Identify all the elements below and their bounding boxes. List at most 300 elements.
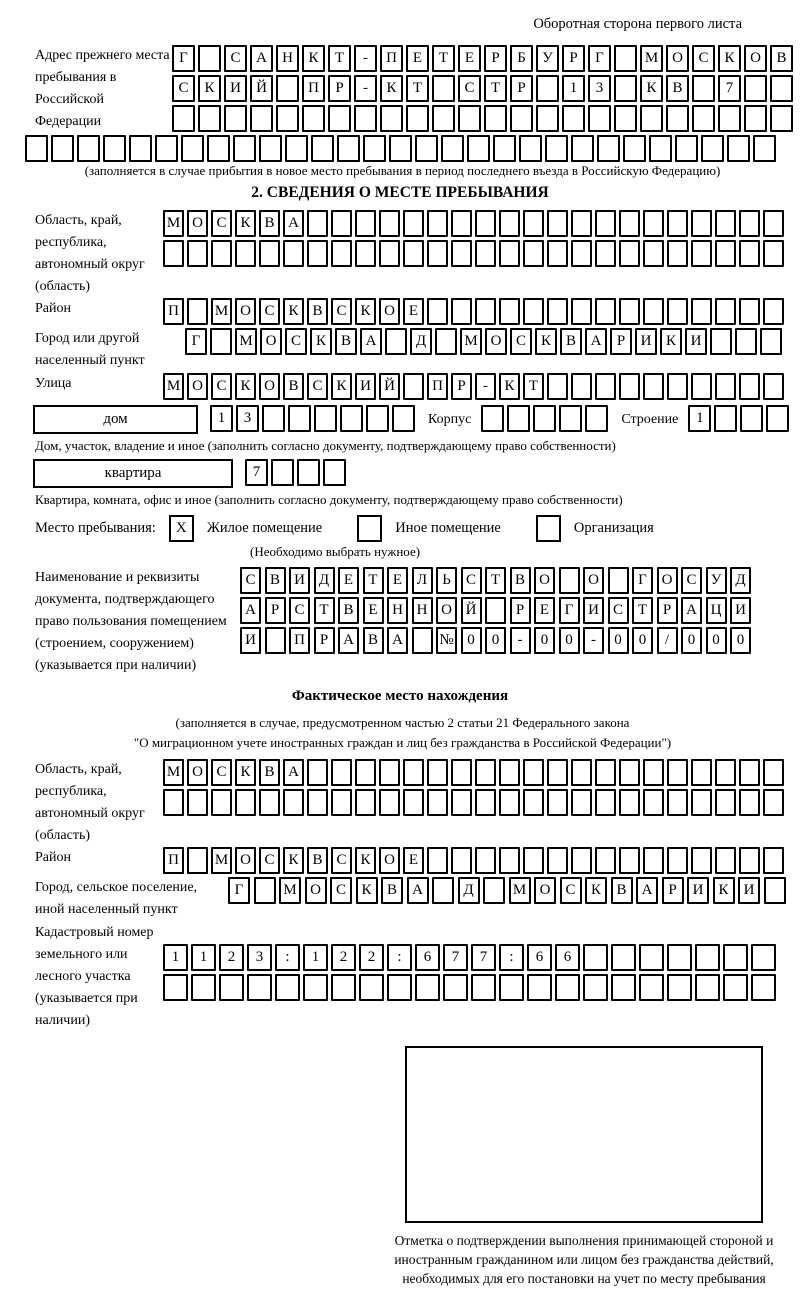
char-box <box>695 944 720 971</box>
stroenie-label: Строение <box>621 411 679 427</box>
char-box <box>499 847 520 874</box>
char-box <box>475 210 496 237</box>
char-box <box>740 405 763 432</box>
prev-address-caption: (заполняется в случае прибытия в новое место пребывания в период последнего въезда в Российскую Федерацию) <box>84 163 721 178</box>
char-box: Т <box>523 373 544 400</box>
char-box <box>254 877 276 904</box>
char-box: Р <box>451 373 472 400</box>
field-ulitsa <box>25 373 800 403</box>
char-box: Р <box>657 597 678 624</box>
char-box <box>499 298 520 325</box>
oblast-1-label: Область, край, республика, автономный округ (область) <box>35 212 145 295</box>
char-box: Р <box>510 75 533 102</box>
char-box <box>547 789 568 816</box>
flat-row <box>33 459 800 489</box>
flat-caption: Квартира, комната, офис и иное (заполнить согласно документу, подтверждающему право собственности) <box>35 491 623 507</box>
char-box <box>527 974 552 1001</box>
char-box: П <box>302 75 325 102</box>
char-box: Д <box>314 567 335 594</box>
checkbox-organizatsiya <box>536 515 561 542</box>
char-box <box>547 373 568 400</box>
char-box <box>359 974 384 1001</box>
char-box: Й <box>250 75 273 102</box>
char-box <box>507 405 530 432</box>
char-box <box>475 847 496 874</box>
flat-number-cells <box>245 459 349 486</box>
char-box <box>451 240 472 267</box>
char-box <box>435 328 457 355</box>
option-inoe-label: Иное помещение <box>395 520 501 537</box>
char-box <box>499 210 520 237</box>
char-box <box>380 105 403 132</box>
char-box <box>77 135 100 162</box>
char-box <box>441 135 464 162</box>
char-box <box>451 847 472 874</box>
field-raion-1 <box>25 298 800 328</box>
char-box <box>547 847 568 874</box>
char-box <box>475 298 496 325</box>
char-box: 0 <box>485 627 506 654</box>
char-box: К <box>380 75 403 102</box>
char-box <box>739 210 760 237</box>
char-box: К <box>585 877 607 904</box>
char-box: С <box>172 75 195 102</box>
char-box: 3 <box>247 944 272 971</box>
char-box <box>471 974 496 1001</box>
char-box <box>288 405 311 432</box>
prev-address-label: Адрес прежнего места пребывания в Российской Федерации <box>35 48 170 130</box>
char-box <box>523 789 544 816</box>
char-box <box>211 240 232 267</box>
char-box <box>649 135 672 162</box>
char-box <box>155 135 178 162</box>
char-box: Д <box>458 877 480 904</box>
char-box: О <box>235 298 256 325</box>
char-box <box>763 240 784 267</box>
char-box: Р <box>328 75 351 102</box>
char-box <box>163 974 188 1001</box>
char-box <box>163 240 184 267</box>
house-caption: Дом, участок, владение и иное (заполнить согласно документу, подтверждающему право собственности) <box>35 437 616 453</box>
char-box: С <box>259 847 280 874</box>
char-box: М <box>279 877 301 904</box>
char-box: Ь <box>436 567 457 594</box>
char-box: Е <box>338 567 359 594</box>
char-box <box>451 789 472 816</box>
char-box <box>403 373 424 400</box>
char-box: В <box>363 627 384 654</box>
doc-row-2 <box>240 597 755 624</box>
char-box <box>744 75 767 102</box>
char-box <box>392 405 415 432</box>
char-box <box>639 974 664 1001</box>
char-box: С <box>458 75 481 102</box>
char-box: Р <box>265 597 286 624</box>
char-box <box>571 789 592 816</box>
char-box <box>475 240 496 267</box>
char-box: В <box>510 567 531 594</box>
char-box: Т <box>632 597 653 624</box>
char-box: П <box>163 298 184 325</box>
char-box <box>571 210 592 237</box>
char-box: К <box>302 45 325 72</box>
field-gorod-2 <box>25 877 800 921</box>
char-box: П <box>289 627 310 654</box>
char-box <box>739 373 760 400</box>
char-box <box>595 789 616 816</box>
char-box <box>283 789 304 816</box>
oblast-2-row-1 <box>163 759 787 786</box>
char-box: А <box>338 627 359 654</box>
char-box <box>666 105 689 132</box>
char-box <box>103 135 126 162</box>
char-box <box>701 135 724 162</box>
char-box <box>379 210 400 237</box>
char-box <box>219 974 244 1001</box>
char-box <box>595 759 616 786</box>
char-box <box>595 240 616 267</box>
char-box <box>475 789 496 816</box>
char-box: Е <box>534 597 555 624</box>
char-box: К <box>283 847 304 874</box>
char-box: 0 <box>534 627 555 654</box>
char-box: Г <box>228 877 250 904</box>
char-box: С <box>240 567 261 594</box>
char-box <box>667 974 692 1001</box>
char-box <box>483 877 505 904</box>
char-box: С <box>681 567 702 594</box>
char-box <box>303 974 328 1001</box>
char-box <box>675 135 698 162</box>
char-box <box>608 567 629 594</box>
char-box: И <box>289 567 310 594</box>
char-box <box>723 974 748 1001</box>
char-box: Г <box>559 597 580 624</box>
char-box: В <box>335 328 357 355</box>
stay-type-row <box>35 515 800 542</box>
field-oblast-1 <box>25 210 800 298</box>
prev-address-row-2 <box>172 75 796 102</box>
char-box <box>385 328 407 355</box>
char-box <box>427 759 448 786</box>
actual-location-title: Фактическое место нахождения <box>291 687 509 704</box>
char-box <box>571 759 592 786</box>
char-box <box>443 974 468 1001</box>
char-box: О <box>187 373 208 400</box>
char-box <box>571 240 592 267</box>
gorod-1-label: Город или другой населенный пункт <box>35 331 145 369</box>
char-box: Н <box>276 45 299 72</box>
char-box <box>198 105 221 132</box>
char-box: 1 <box>688 405 711 432</box>
char-box <box>493 135 516 162</box>
char-box: - <box>510 627 531 654</box>
char-box: С <box>211 210 232 237</box>
char-box <box>331 759 352 786</box>
char-box: С <box>560 877 582 904</box>
char-box <box>262 405 285 432</box>
char-box: К <box>283 298 304 325</box>
char-box <box>667 210 688 237</box>
char-box <box>614 45 637 72</box>
char-box <box>331 974 356 1001</box>
char-box: С <box>330 877 352 904</box>
char-box <box>763 298 784 325</box>
char-box: С <box>211 759 232 786</box>
char-box <box>427 789 448 816</box>
char-box <box>667 298 688 325</box>
char-box <box>763 210 784 237</box>
option-organizatsiya-label: Организация <box>573 520 654 537</box>
char-box: К <box>235 373 256 400</box>
char-box <box>259 240 280 267</box>
section2-title: 2. СВЕДЕНИЯ О МЕСТЕ ПРЕБЫВАНИЯ <box>251 183 549 201</box>
char-box: № <box>436 627 457 654</box>
char-box: В <box>666 75 689 102</box>
char-box: 0 <box>461 627 482 654</box>
char-box: 1 <box>163 944 188 971</box>
char-box <box>643 240 664 267</box>
char-box: Р <box>314 627 335 654</box>
char-box: К <box>355 298 376 325</box>
char-box <box>451 298 472 325</box>
char-box <box>718 105 741 132</box>
char-box: П <box>380 45 403 72</box>
char-box: К <box>355 847 376 874</box>
char-box <box>760 328 782 355</box>
char-box <box>25 135 48 162</box>
char-box: М <box>163 373 184 400</box>
doc-label: Наименование и реквизиты документа, подтверждающего право пользования помещением (строением, сооружением) (указывается при наличии) <box>35 570 227 674</box>
char-box <box>595 847 616 874</box>
char-box: А <box>250 45 273 72</box>
char-box <box>619 373 640 400</box>
char-box: С <box>331 847 352 874</box>
doc-row-3 <box>240 627 755 654</box>
char-box: О <box>534 567 555 594</box>
char-box <box>692 75 715 102</box>
field-cadastre <box>25 922 800 1033</box>
char-box <box>643 298 664 325</box>
char-box <box>467 135 490 162</box>
char-box <box>276 75 299 102</box>
char-box: Р <box>484 45 507 72</box>
char-box: М <box>640 45 663 72</box>
char-box <box>667 373 688 400</box>
char-box: Т <box>314 597 335 624</box>
char-box: Е <box>403 847 424 874</box>
char-box <box>523 759 544 786</box>
char-box: О <box>259 373 280 400</box>
char-box: Т <box>406 75 429 102</box>
char-box: В <box>283 373 304 400</box>
char-box <box>187 789 208 816</box>
char-box <box>307 789 328 816</box>
char-box: С <box>461 567 482 594</box>
char-box <box>640 105 663 132</box>
char-box: А <box>681 597 702 624</box>
char-box: Н <box>387 597 408 624</box>
house-number-cells <box>210 405 418 432</box>
char-box: А <box>283 759 304 786</box>
char-box: 0 <box>632 627 653 654</box>
char-box: О <box>379 847 400 874</box>
char-box <box>643 789 664 816</box>
char-box: 0 <box>559 627 580 654</box>
char-box: К <box>499 373 520 400</box>
option-zhiloe-label: Жилое помещение <box>206 520 323 537</box>
char-box <box>379 240 400 267</box>
char-box <box>691 210 712 237</box>
char-box <box>415 974 440 1001</box>
char-box <box>715 847 736 874</box>
char-box <box>547 298 568 325</box>
char-box: П <box>163 847 184 874</box>
char-box <box>181 135 204 162</box>
char-box <box>366 405 389 432</box>
char-box <box>451 210 472 237</box>
actual-location-note-2: "О миграционном учете иностранных граждан и лиц без гражданства в Российской Федерации") <box>133 734 672 750</box>
char-box: С <box>307 373 328 400</box>
char-box <box>389 135 412 162</box>
char-box <box>555 974 580 1001</box>
char-box <box>751 974 776 1001</box>
char-box <box>403 240 424 267</box>
raion-2-row <box>163 847 787 874</box>
char-box <box>432 75 455 102</box>
char-box: К <box>331 373 352 400</box>
field-gorod-1 <box>25 328 800 372</box>
char-box <box>639 944 664 971</box>
char-box: А <box>387 627 408 654</box>
char-box: / <box>657 627 678 654</box>
char-box: У <box>536 45 559 72</box>
char-box <box>427 240 448 267</box>
char-box <box>763 789 784 816</box>
char-box <box>499 759 520 786</box>
field-raion-2 <box>25 847 800 877</box>
char-box <box>585 405 608 432</box>
char-box <box>499 974 524 1001</box>
char-box <box>311 135 334 162</box>
char-box <box>191 974 216 1001</box>
char-box <box>595 210 616 237</box>
char-box: К <box>640 75 663 102</box>
doc-row-1 <box>240 567 755 594</box>
char-box <box>484 105 507 132</box>
char-box: С <box>224 45 247 72</box>
char-box: Г <box>185 328 207 355</box>
char-box: А <box>636 877 658 904</box>
char-box <box>611 974 636 1001</box>
char-box <box>547 240 568 267</box>
char-box: В <box>611 877 633 904</box>
char-box: - <box>583 627 604 654</box>
char-box: Б <box>510 45 533 72</box>
cadastre-row-1 <box>163 944 779 971</box>
char-box <box>523 298 544 325</box>
stamp-caption: Отметка о подтверждении выполнения принимающей стороной и иностранным гражданином или лицом без гражданства действий, необходимых для его постановки на учет по месту пребывания <box>394 1233 774 1287</box>
char-box <box>331 210 352 237</box>
char-box <box>763 373 784 400</box>
raion-1-row <box>163 298 787 325</box>
char-box <box>523 210 544 237</box>
char-box: К <box>535 328 557 355</box>
char-box: М <box>211 298 232 325</box>
stay-type-label: Место пребывания: <box>35 520 156 537</box>
char-box <box>619 298 640 325</box>
char-box <box>519 135 542 162</box>
char-box <box>163 789 184 816</box>
char-box <box>562 105 585 132</box>
char-box <box>285 135 308 162</box>
char-box: О <box>260 328 282 355</box>
char-box <box>323 459 346 486</box>
char-box: 7 <box>245 459 268 486</box>
char-box: Д <box>410 328 432 355</box>
char-box <box>739 240 760 267</box>
char-box: 2 <box>331 944 356 971</box>
char-box <box>427 847 448 874</box>
char-box <box>545 135 568 162</box>
prev-address-row-1 <box>172 45 796 72</box>
char-box: Г <box>588 45 611 72</box>
char-box: И <box>730 597 751 624</box>
field-oblast-2 <box>25 759 800 847</box>
char-box <box>355 759 376 786</box>
char-box: И <box>685 328 707 355</box>
raion-2-label: Район <box>35 850 71 866</box>
char-box: 0 <box>608 627 629 654</box>
char-box: О <box>666 45 689 72</box>
house-row <box>33 405 800 435</box>
char-box: А <box>360 328 382 355</box>
char-box: О <box>657 567 678 594</box>
char-box: С <box>289 597 310 624</box>
char-box <box>667 240 688 267</box>
char-box <box>499 240 520 267</box>
char-box <box>739 759 760 786</box>
char-box <box>571 373 592 400</box>
char-box: Д <box>730 567 751 594</box>
char-box <box>247 974 272 1001</box>
checkbox-inoe <box>357 515 382 542</box>
char-box <box>224 105 247 132</box>
char-box: Г <box>172 45 195 72</box>
char-box: - <box>354 45 377 72</box>
char-box <box>536 75 559 102</box>
char-box: 6 <box>527 944 552 971</box>
char-box <box>51 135 74 162</box>
char-box <box>235 240 256 267</box>
char-box: С <box>331 298 352 325</box>
char-box <box>751 944 776 971</box>
char-box: 0 <box>681 627 702 654</box>
char-box: Н <box>412 597 433 624</box>
char-box: И <box>738 877 760 904</box>
char-box <box>211 789 232 816</box>
char-box: 3 <box>588 75 611 102</box>
char-box: 7 <box>443 944 468 971</box>
char-box <box>187 298 208 325</box>
char-box <box>614 105 637 132</box>
char-box <box>302 105 325 132</box>
char-box <box>536 105 559 132</box>
char-box: Т <box>432 45 455 72</box>
char-box <box>571 298 592 325</box>
char-box: С <box>211 373 232 400</box>
char-box <box>571 135 594 162</box>
